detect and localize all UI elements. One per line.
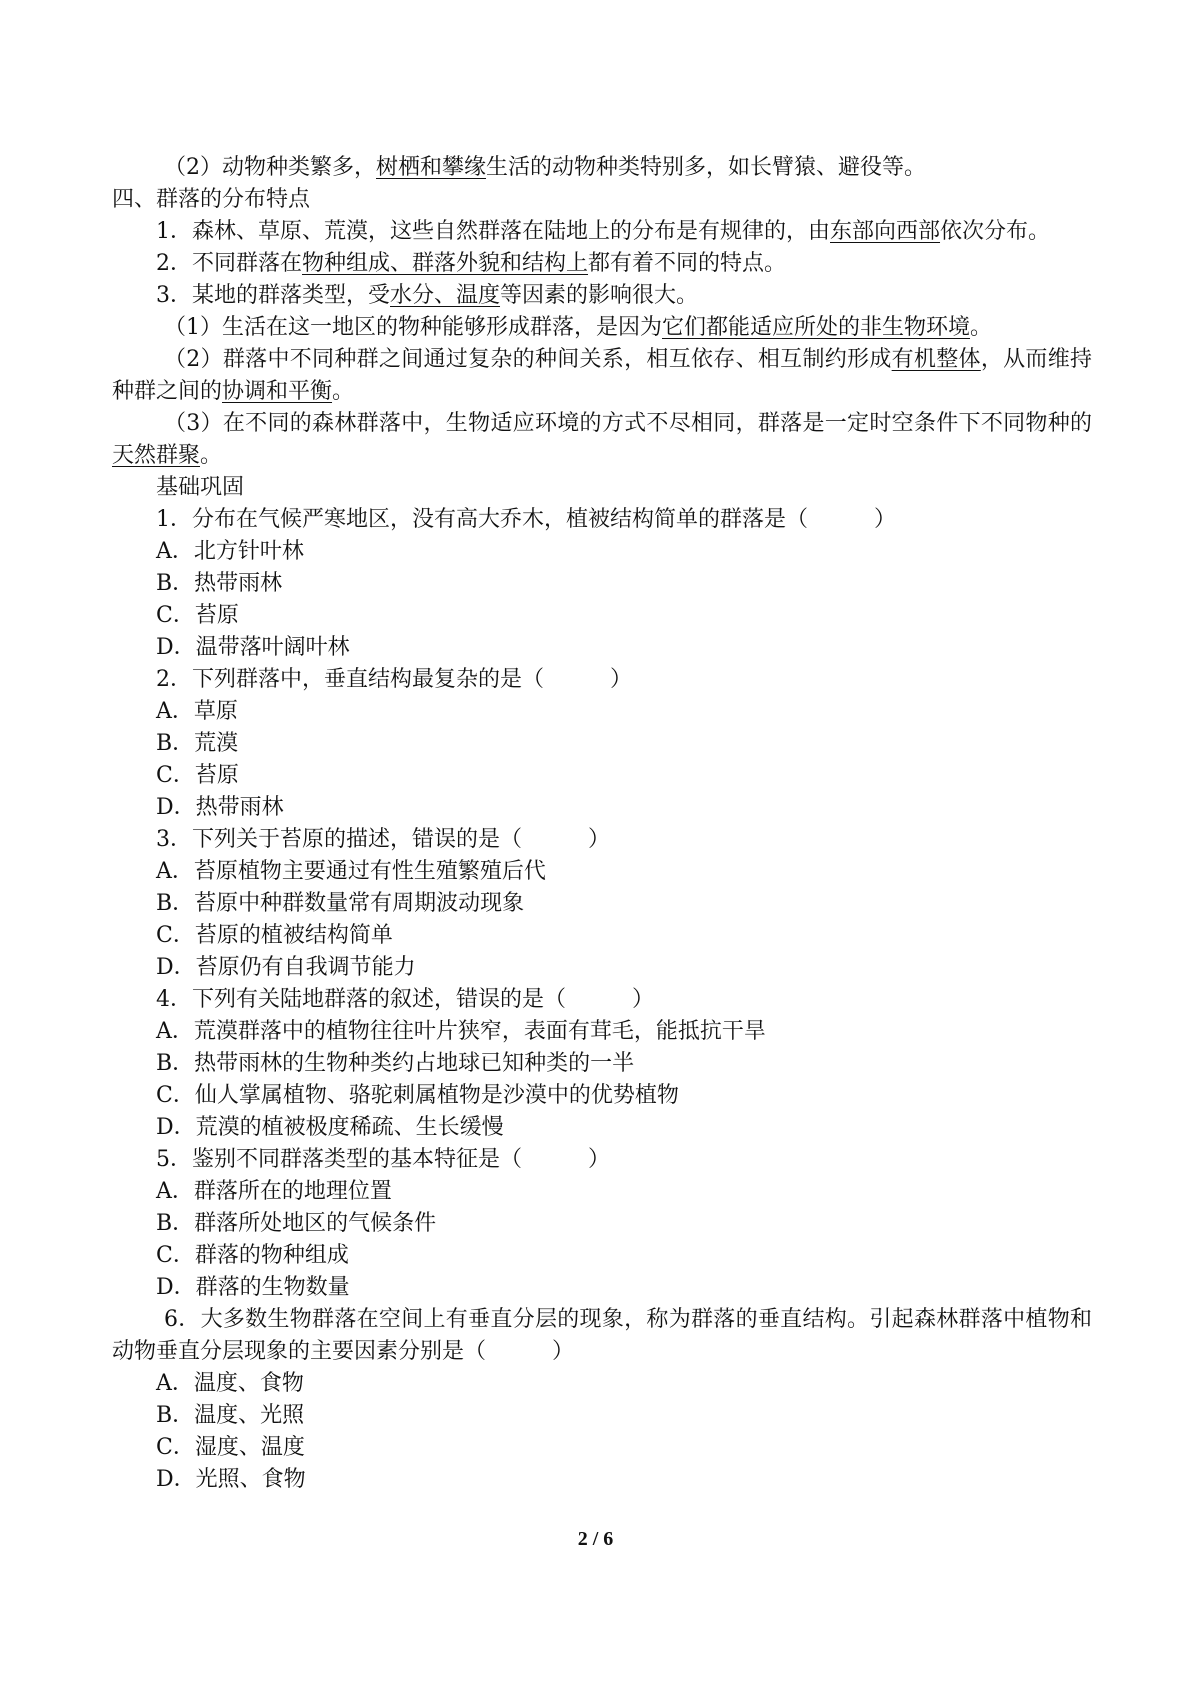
text: 等因素的影响很大。: [500, 283, 699, 308]
question-option: A．温度、食物: [156, 1371, 304, 1396]
section-heading-distribution: 四、群落的分布特点: [112, 187, 311, 212]
question-option: C．苔原的植被结构简单: [156, 923, 393, 948]
text: （2）群落中不同种群之间通过复杂的种间关系，相互依存、相互制约形成: [164, 347, 892, 372]
text: （1）生活在这一地区的物种能够形成群落，是因为: [164, 315, 662, 340]
answer-underline: 天然群聚: [112, 443, 201, 468]
page-number: [0, 1528, 1191, 1551]
question-option: B．热带雨林: [156, 571, 283, 596]
answer-underline: 水分、温度: [390, 283, 501, 308]
question-option: A．群落所在的地理位置: [156, 1179, 392, 1204]
answer-underline: 协调和平衡: [222, 379, 333, 404]
question-option: C．湿度、温度: [156, 1435, 305, 1460]
question-option: C．苔原: [156, 763, 239, 788]
answer-underline: 有机整体: [891, 347, 981, 372]
text: 都有着不同的特点。: [588, 251, 787, 276]
answer-underline: 它们都能适应所处的非生物环境: [662, 315, 971, 340]
text: 。: [200, 443, 223, 468]
question-stem: 1．分布在气候严寒地区，没有高大乔木，植被结构简单的群落是（ ）: [156, 507, 896, 532]
text: （2）动物种类繁多，: [164, 155, 376, 180]
line-subpoint-1: [112, 312, 1092, 344]
question-stem: 6．大多数生物群落在空间上有垂直分层的现象，称为群落的垂直结构。引起森林群落中植物和动物垂直分层现象的主要因素分别是（ ）: [112, 1307, 1092, 1364]
question-stem: 2．下列群落中，垂直结构最复杂的是（ ）: [156, 667, 632, 692]
question-stem: 5．鉴别不同群落类型的基本特征是（ ）: [156, 1147, 610, 1172]
document-body: [112, 152, 1092, 1496]
section-heading-exercises: 基础巩固: [156, 475, 245, 500]
question-option: B．热带雨林的生物种类约占地球已知种类的一半: [156, 1051, 635, 1076]
question-option: D．群落的生物数量: [156, 1275, 350, 1300]
text: 1．森林、草原、荒漠，这些自然群落在陆地上的分布是有规律的，由: [156, 219, 830, 244]
line-distribution-3: [112, 280, 1092, 312]
line-subpoint-3: [112, 408, 1092, 472]
question-option: D．光照、食物: [156, 1467, 306, 1492]
question-option: A．北方针叶林: [156, 539, 304, 564]
answer-underline: 东部向西部: [830, 219, 941, 244]
line-animal-diversity: [112, 152, 1092, 184]
page-total: 6: [603, 1528, 614, 1550]
question-option: C．苔原: [156, 603, 239, 628]
text: 。: [970, 315, 993, 340]
text: （3）在不同的森林群落中，生物适应环境的方式不尽相同，群落是一定时空条件下不同物种的: [164, 411, 1092, 436]
question-option: C．群落的物种组成: [156, 1243, 349, 1268]
question-option: A．草原: [156, 699, 238, 724]
text: ，从而维持种群之间的: [112, 347, 1092, 404]
question-stem: 4．下列有关陆地群落的叙述，错误的是（ ）: [156, 987, 654, 1012]
page-separator: /: [587, 1528, 604, 1550]
text: 3．某地的群落类型，受: [156, 283, 390, 308]
text: 生活的动物种类特别多，如长臂猿、避役等。: [486, 155, 927, 180]
text: 2．不同群落在: [156, 251, 302, 276]
question-option: A．荒漠群落中的植物往往叶片狭窄，表面有茸毛，能抵抗干旱: [156, 1019, 766, 1044]
question-option: D．温带落叶阔叶林: [156, 635, 350, 660]
question-option: B．温度、光照: [156, 1403, 305, 1428]
question-option: B．荒漠: [156, 731, 239, 756]
question-option: B．苔原中种群数量常有周期波动现象: [156, 891, 525, 916]
text: 。: [332, 379, 355, 404]
question-option: C．仙人掌属植物、骆驼刺属植物是沙漠中的优势植物: [156, 1083, 679, 1108]
line-distribution-1: [112, 216, 1092, 248]
line-distribution-2: [112, 248, 1092, 280]
question-stem: 3．下列关于苔原的描述，错误的是（ ）: [156, 827, 610, 852]
page-current: 2: [577, 1528, 588, 1550]
answer-underline: 物种组成、群落外貌和结构上: [302, 251, 589, 276]
question-option: D．荒漠的植被极度稀疏、生长缓慢: [156, 1115, 504, 1140]
question-option: A．苔原植物主要通过有性生殖繁殖后代: [156, 859, 546, 884]
question-option: D．热带雨林: [156, 795, 284, 820]
question-option: B．群落所处地区的气候条件: [156, 1211, 437, 1236]
text: 依次分布。: [940, 219, 1051, 244]
question-option: D．苔原仍有自我调节能力: [156, 955, 416, 980]
answer-underline: 树栖和攀缘: [376, 155, 487, 180]
line-subpoint-2: [112, 344, 1092, 408]
